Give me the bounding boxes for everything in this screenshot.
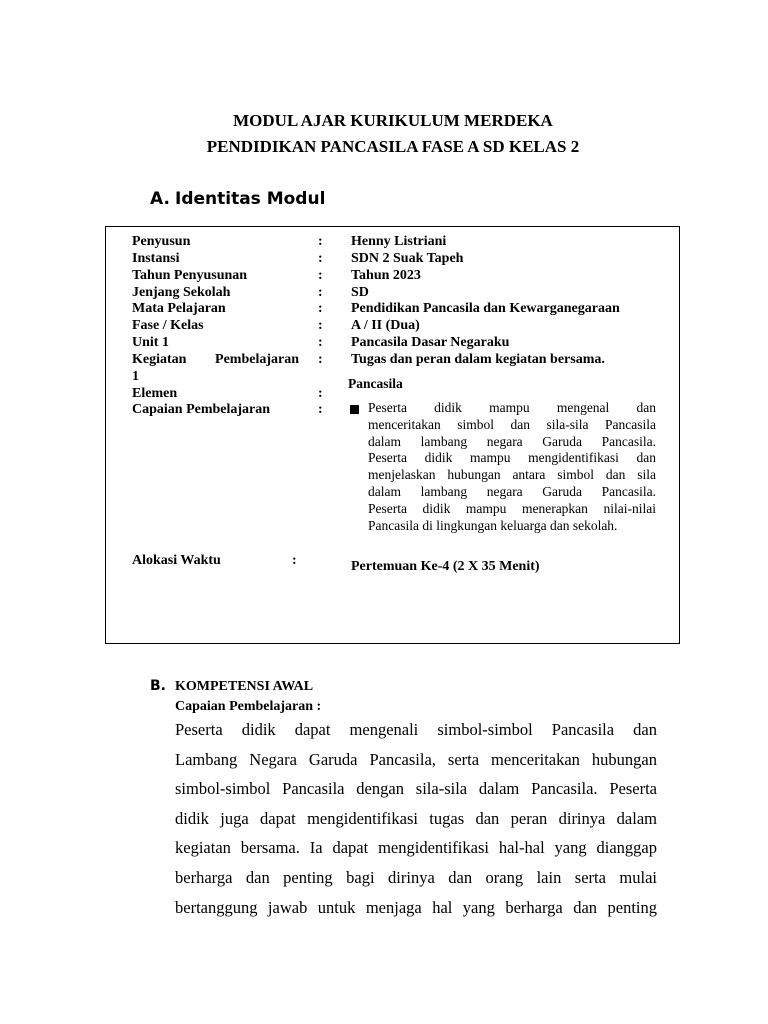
- colon: :: [318, 268, 323, 283]
- section-b-heading: KOMPETENSI AWAL: [175, 679, 314, 694]
- label-tahun-penyusunan: Tahun Penyusunan: [132, 268, 248, 283]
- paragraph-line: kegiatan bersama. Ia dapat mengidentifikasi hal-hal yang dianggap: [175, 838, 657, 858]
- colon: :: [318, 402, 323, 417]
- colon: :: [318, 234, 323, 249]
- section-b-subheading: Capaian Pembelajaran :: [175, 699, 322, 714]
- paragraph-line: berharga dan penting bagi dirinya dan orang lain serta mulai: [175, 867, 657, 887]
- section-b-letter: B.: [150, 678, 166, 694]
- section-a-heading: [150, 189, 325, 209]
- colon: :: [318, 285, 323, 300]
- document-title-line-2: PENDIDIKAN PANCASILA FASE A SD KELAS 2: [206, 137, 580, 156]
- label-kegiatan-number: 1: [132, 369, 139, 384]
- section-a-title: Identitas Modul: [175, 189, 326, 209]
- value-kegiatan-pembelajaran: Tugas dan peran dalam kegiatan bersama.: [351, 352, 605, 367]
- label-jenjang-sekolah: Jenjang Sekolah: [132, 285, 231, 300]
- paragraph-line: bertanggung jawab untuk menjaga hal yang berharga dan penting: [175, 897, 657, 917]
- document-title-line-1: MODUL AJAR KURIKULUM MERDEKA: [233, 111, 553, 130]
- capaian-line: Peserta didik mampu menerapkan nilai-nilai: [368, 500, 656, 516]
- label-alokasi-waktu: Alokasi Waktu: [132, 553, 221, 568]
- section-b-paragraph: [175, 715, 657, 922]
- colon: :: [318, 301, 323, 316]
- label-instansi: Instansi: [132, 251, 180, 266]
- value-penyusun: Henny Listriani: [351, 234, 447, 249]
- colon: :: [318, 335, 323, 350]
- label-mata-pelajaran: Mata Pelajaran: [132, 301, 226, 316]
- label-elemen: Elemen: [132, 386, 178, 401]
- label-penyusun: Penyusun: [132, 234, 191, 249]
- paragraph-line: simbol-simbol Pancasila dengan sila-sila dalam Pancasila. Peserta: [175, 779, 657, 799]
- colon: :: [292, 553, 297, 568]
- capaian-pembelajaran-text: [368, 400, 656, 534]
- label-fase-kelas: Fase / Kelas: [132, 318, 204, 333]
- capaian-line: Peserta didik mampu mengidentifikasi dan: [368, 450, 656, 466]
- colon: :: [318, 318, 323, 333]
- value-instansi: SDN 2 Suak Tapeh: [351, 251, 464, 266]
- value-unit: Pancasila Dasar Negaraku: [351, 335, 510, 350]
- capaian-line: dalam lambang negara Garuda Pancasila.: [368, 483, 656, 499]
- colon: :: [318, 251, 323, 266]
- paragraph-line: Lambang Negara Garuda Pancasila, serta menceritakan hubungan: [175, 749, 657, 769]
- section-a-letter: A.: [150, 189, 170, 209]
- capaian-line: Pancasila di lingkungan keluarga dan sekolah.: [368, 517, 618, 533]
- value-alokasi-waktu: Pertemuan Ke-4 (2 X 35 Menit): [351, 559, 540, 574]
- value-fase-kelas: A / II (Dua): [351, 318, 420, 333]
- label-kegiatan-pembelajaran: Kegiatan Pembelajaran: [132, 352, 299, 367]
- value-tahun-penyusunan: Tahun 2023: [351, 268, 421, 283]
- capaian-line: menjelaskan hubungan antara simbol dan sila: [368, 467, 656, 483]
- value-elemen: Pancasila: [348, 376, 403, 391]
- colon: :: [318, 386, 323, 401]
- capaian-line: Peserta didik mampu mengenal dan: [368, 400, 656, 415]
- label-unit: Unit 1: [132, 335, 169, 350]
- square-bullet-icon: [350, 405, 359, 414]
- value-jenjang-sekolah: SD: [351, 285, 369, 300]
- paragraph-line: didik juga dapat mengidentifikasi tugas dan peran dirinya dalam: [175, 808, 657, 828]
- label-capaian-pembelajaran: Capaian Pembelajaran: [132, 402, 271, 417]
- capaian-line: dalam lambang negara Garuda Pancasila.: [368, 433, 656, 449]
- colon: :: [318, 352, 323, 367]
- capaian-line: menceritakan simbol dan sila-sila Pancasila: [368, 416, 656, 432]
- paragraph-line: Peserta didik dapat mengenali simbol-simbol Pancasila dan: [175, 720, 657, 739]
- value-mata-pelajaran: Pendidikan Pancasila dan Kewarganegaraan: [351, 301, 620, 316]
